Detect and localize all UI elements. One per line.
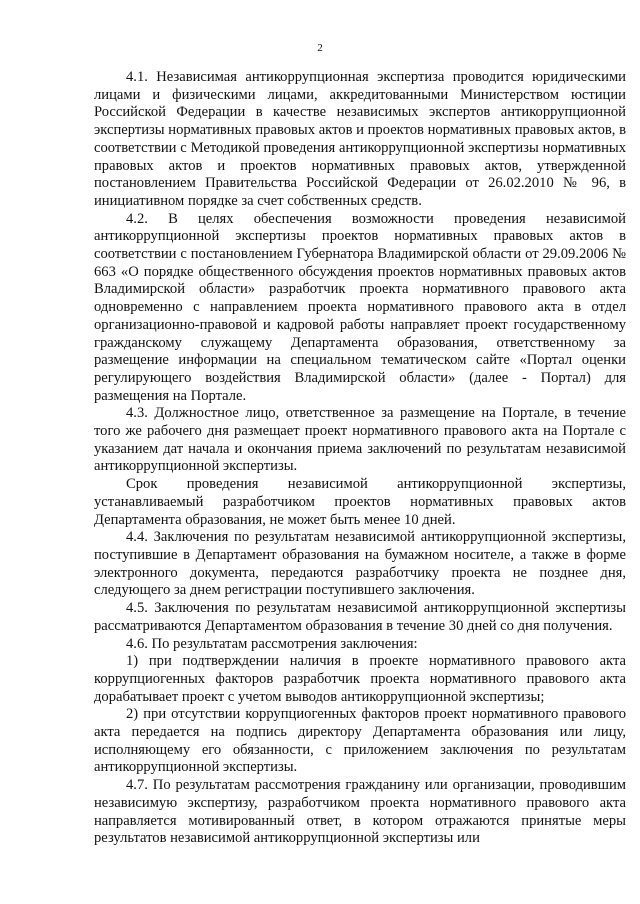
- paragraph-4-6: 4.6. По результатам рассмотрения заключения:: [126, 635, 418, 652]
- paragraph-4-5: 4.5. Заключения по результатам независимой антикоррупционной экспертизы рассматриваются Департаментом образования в течение 30 дней со дня получения.: [94, 600, 626, 634]
- paragraph-4-7: 4.7. По результатам рассмотрения гражданину или организации, проводившим независимую экспертизу, разработчиком проекта нормативного правового акта направляется мотивированный ответ, в котором отражаются принятые меры результатов независимой антикоррупционной экспертизы или: [94, 777, 626, 847]
- paragraph-4-1: 4.1. Независимая антикоррупционная экспертиза проводится юридическими лицами и физическими лицами, аккредитованными Министерством юстиции Российской Федерации в качестве независимых экспертов антикоррупционной экспертизы нормативных правовых актов и проектов нормативных правовых актов, в соответствии с Методикой проведения антикоррупционной экспертизы нормативных правовых актов и проектов нормативных правовых актов, утвержденной постановлением Правительства Российской Федерации от 26.02.2010 № 96, в инициативном порядке за счет собственных средств.: [94, 69, 626, 209]
- paragraph-term: Срок проведения независимой антикоррупционной экспертизы, устанавливаемый разработчиком проектов нормативных правовых актов Департамента образования, не может быть менее 10 дней.: [94, 476, 626, 528]
- paragraph-item-2: 2) при отсутствии коррупциогенных факторов проект нормативного правового акта передается на подпись директору Департамента образования или лицу, исполняющему его обязанности, с приложением заключения по результатам антикоррупционной экспертизы.: [94, 706, 626, 776]
- paragraph-4-2: 4.2. В целях обеспечения возможности проведения независимой антикоррупционной экспертизы проектов нормативных правовых актов в соответствии с постановлением Губернатора Владимирской области от 29.09.2006 № 663 «О порядке общественного обсуждения проектов нормативных правовых актов Владимирской области» разработчик проекта нормативного правового акта одновременно с направлением проекта нормативного правового акта в отдел организационно-правовой и кадровой работы направляет проект государственному гражданскому служащему Департамента образования, ответственному за размещение информации на специальном тематическом сайте «Портал оценки регулирующего воздействия Владимирской области» (далее - Портал) для размещения на Портале.: [94, 210, 626, 404]
- paragraph-4-3: 4.3. Должностное лицо, ответственное за размещение на Портале, в течение того же рабочего дня размещает проект нормативного правового акта на Портале с указанием дат начала и окончания приема заключений по результатам независимой антикоррупционной экспертизы.: [94, 405, 626, 475]
- page-number: 2: [317, 42, 323, 54]
- paragraph-4-4: 4.4. Заключения по результатам независимой антикоррупционной экспертизы, поступившие в Департамент образования на бумажном носителе, а также в форме электронного документа, передаются разработчику проекта не позднее дня, следующего за днем регистрации поступившего заключения.: [94, 529, 626, 599]
- paragraph-item-1: 1) при подтверждении наличия в проекте нормативного правового акта коррупциогенных факторов разработчик проекта нормативного правового акта дорабатывает проект с учетом выводов антикоррупционной экспертизы;: [94, 653, 626, 705]
- document-body: [94, 69, 626, 848]
